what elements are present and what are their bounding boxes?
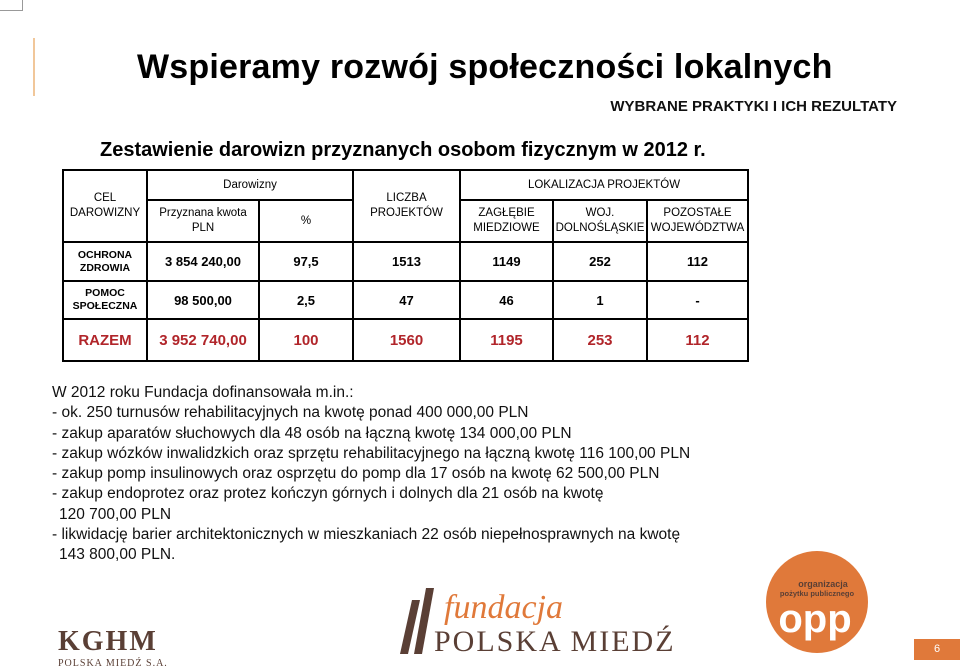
- list-item: - zakup aparatów słuchowych dla 48 osób na łączną kwotę 134 000,00 PLN: [52, 424, 572, 442]
- left-accent-rule: [33, 38, 35, 96]
- row-other: 112: [647, 242, 748, 281]
- row-percent: 2,5: [259, 281, 353, 319]
- col-woj-header: WOJ. DOLNOŚLĄSKIE: [553, 200, 647, 242]
- donations-table: [62, 169, 749, 362]
- kghm-wordmark: KGHM: [58, 626, 158, 657]
- corner-box: [0, 0, 23, 11]
- list-item: - likwidację barier architektonicznych w mieszkaniach 22 osób niepełnosprawnych na kwotę: [52, 526, 681, 544]
- opp-logo: [765, 550, 869, 654]
- row-percent: 97,5: [259, 242, 353, 281]
- col-zaglebie-header: ZAGŁĘBIE MIEDZIOWE: [460, 200, 553, 242]
- section-heading: Zestawienie darowizn przyznanych osobom fizycznym w 2012 r.: [100, 139, 706, 161]
- fundacja-polska-miedz-logo: [390, 578, 730, 658]
- page-number: 6: [914, 639, 960, 660]
- list-item: - ok. 250 turnusów rehabilitacyjnych na kwotę ponad 400 000,00 PLN: [52, 404, 529, 422]
- total-count: 1560: [353, 319, 460, 361]
- total-amount: 3 952 740,00: [147, 319, 259, 361]
- row-category: OCHRONA ZDROWIA: [63, 242, 147, 281]
- opp-line2: pożytku publicznego: [779, 589, 855, 598]
- row-woj: 252: [553, 242, 647, 281]
- row-woj: 1: [553, 281, 647, 319]
- total-other: 112: [647, 319, 748, 361]
- row-amount: 98 500,00: [147, 281, 259, 319]
- body-text: [52, 383, 932, 566]
- col-count-header: LICZBA PROJEKTÓW: [353, 170, 460, 242]
- location-group-header: LOKALIZACJA PROJEKTÓW: [460, 170, 748, 200]
- list-item: - zakup pomp insulinowych oraz osprzętu do pomp dla 17 osób na kwotę 62 500,00 PLN: [52, 465, 660, 483]
- page-subtitle: WYBRANE PRAKTYKI I ICH REZULTATY: [610, 98, 897, 115]
- list-item: - zakup endoprotez oraz protez kończyn górnych i dolnych dla 21 osób na kwotę: [52, 485, 604, 503]
- page-title: Wspieramy rozwój społeczności lokalnych: [137, 48, 833, 86]
- kghm-subtitle: POLSKA MIEDŹ S.A.: [58, 658, 168, 669]
- row-other: -: [647, 281, 748, 319]
- fundacja-bars-icon: [400, 588, 434, 654]
- list-item-continuation: 143 800,00 PLN.: [59, 546, 176, 564]
- row-amount: 3 854 240,00: [147, 242, 259, 281]
- fundacja-name: POLSKA MIEDŹ: [434, 625, 676, 658]
- total-label: RAZEM: [63, 319, 147, 361]
- col-other-header: POZOSTAŁE WOJEWÓDZTWA: [647, 200, 748, 242]
- row-count: 1513: [353, 242, 460, 281]
- fundacja-word: fundacja: [444, 589, 563, 626]
- table-row: [63, 242, 748, 281]
- list-item-continuation: 120 700,00 PLN: [59, 505, 172, 523]
- list-item: - zakup wózków inwalidzkich oraz sprzętu rehabilitacyjnego na łączną kwotę 116 100,00 PLN: [52, 444, 691, 462]
- row-category: POMOC SPOŁECZNA: [63, 281, 147, 319]
- col-amount-header: Przyznana kwota PLN: [147, 200, 259, 242]
- col-percent-header: %: [259, 200, 353, 242]
- opp-word: opp: [778, 597, 852, 641]
- total-row: [63, 319, 748, 361]
- row-zaglebie: 1149: [460, 242, 553, 281]
- donations-group-header: Darowizny: [147, 170, 353, 200]
- table-row: [63, 281, 748, 319]
- body-intro: W 2012 roku Fundacja dofinansowała m.in.:: [52, 384, 354, 401]
- kghm-logo: [58, 628, 168, 669]
- col-goal-header: CEL DAROWIZNY: [63, 170, 147, 242]
- row-count: 47: [353, 281, 460, 319]
- total-zaglebie: 1195: [460, 319, 553, 361]
- total-percent: 100: [259, 319, 353, 361]
- total-woj: 253: [553, 319, 647, 361]
- row-zaglebie: 46: [460, 281, 553, 319]
- opp-line1: organizacja: [798, 579, 848, 589]
